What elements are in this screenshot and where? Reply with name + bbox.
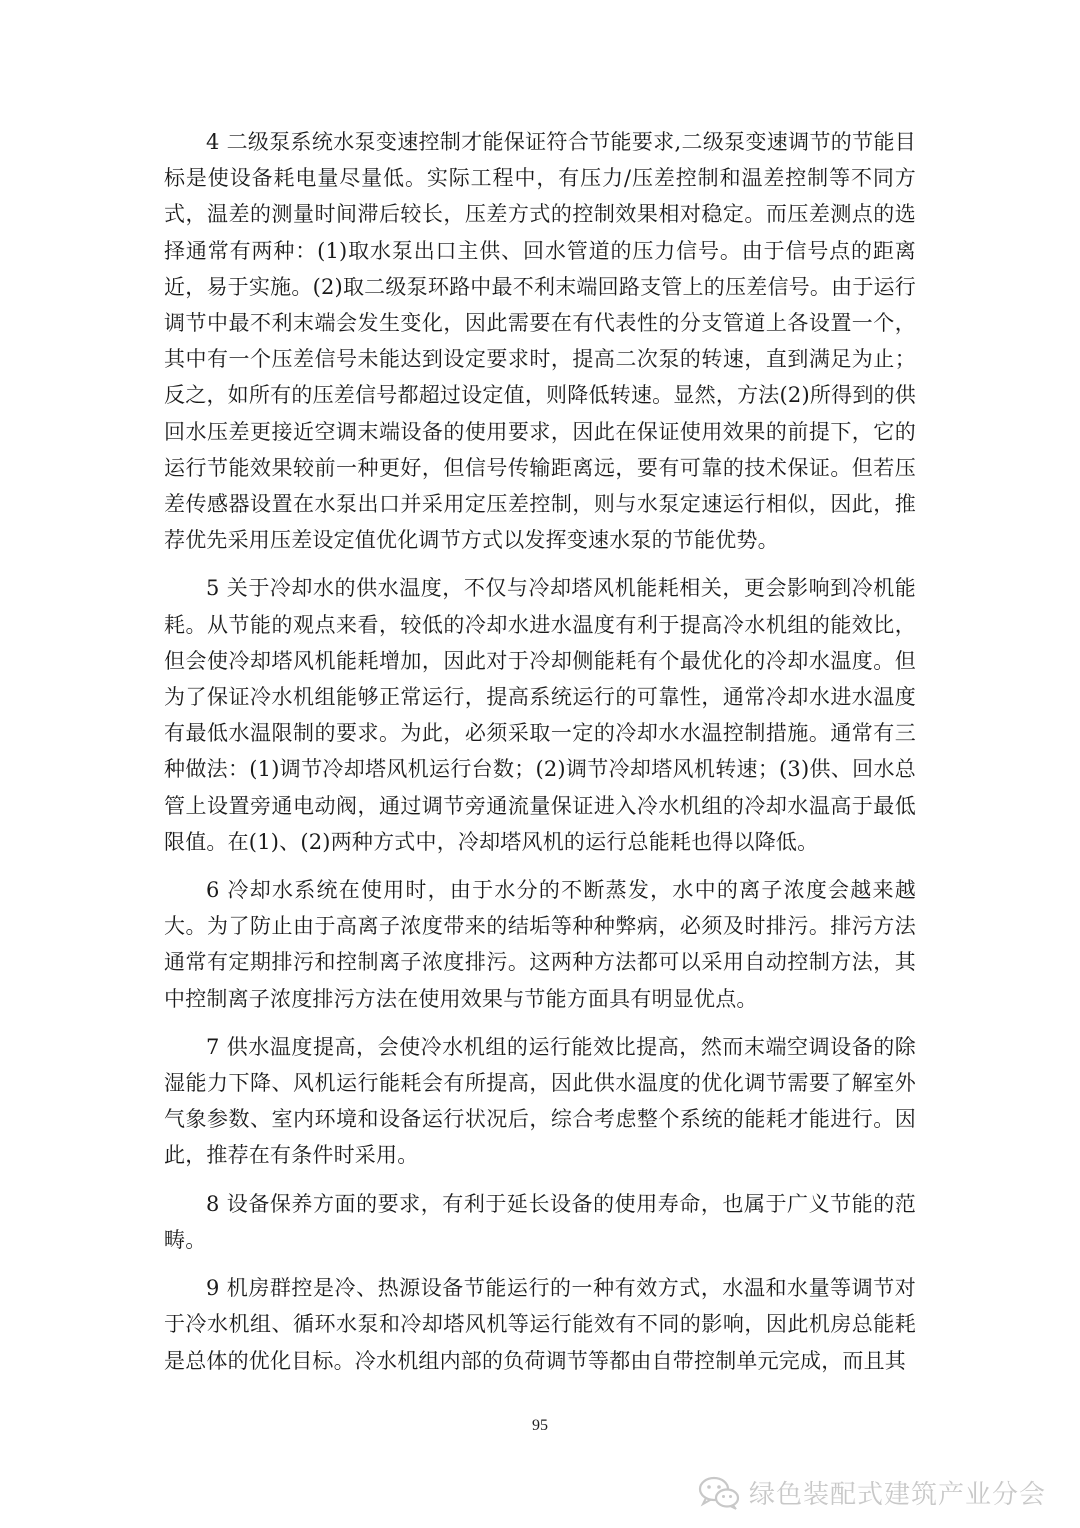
paragraph-item-6: 6 冷却水系统在使用时，由于水分的不断蒸发，水中的离子浓度会越来越大。为了防止由于高离子浓度带来的结垢等种种弊病，必须及时排污。排污方法通常有定期排污和控制离子浓度排污。这两种方法都可以采用自动控制方法，其中控制离子浓度排污方法在使用效果与节能方面具有明显优点。 bbox=[164, 878, 916, 1011]
paragraph-item-7: 7 供水温度提高，会使冷水机组的运行能效比提高，然而末端空调设备的除湿能力下降、风机运行能耗会有所提高，因此供水温度的优化调节需要了解室外气象参数、室内环境和设备运行状况后，综合考虑整个系统的能耗才能进行。因此，推荐在有条件时采用。 bbox=[164, 1034, 916, 1168]
watermark-text: 绿色装配式建筑产业分会 bbox=[748, 1480, 1046, 1510]
paragraph-item-8: 8 设备保养方面的要求，有利于延长设备的使用寿命，也属于广义节能的范畴。 bbox=[164, 1191, 916, 1252]
paragraph-item-9: 9 机房群控是冷、热源设备节能运行的一种有效方式，水温和水量等调节对于冷水机组、循环水泵和冷却塔风机等运行能效有不同的影响，因此机房总能耗是总体的优化目标。冷水机组内部的负荷调节等都由自带控制单元完成，而且其 bbox=[164, 1276, 916, 1373]
wechat-icon bbox=[697, 1475, 741, 1511]
watermark bbox=[697, 1474, 1046, 1511]
page-number: 95 bbox=[532, 1417, 548, 1434]
paragraph-item-5: 5 关于冷却水的供水温度，不仅与冷却塔风机能耗相关，更会影响到冷机能耗。从节能的观点来看，较低的冷却水进水温度有利于提高冷水机组的能效比，但会使冷却塔风机能耗增加，因此对于冷却侧能耗有个最优化的冷却水温度。但为了保证冷水机组能够正常运行，提高系统运行的可靠性，通常冷却水进水温度有最低水温限制的要求。为此，必须采取一定的冷却水水温控制措施。通常有三种做法：(1)调节冷却塔风机运行台数；(2)调节冷却塔风机转速；(3)供、回水总管上设置旁通电动阀，通过调节旁通流量保证进入冷水机组的冷却水温高于最低限值。在(1)、(2)两种方式中，冷却塔风机的运行总能耗也得以降低。 bbox=[164, 576, 916, 854]
paragraph-item-4: 4 二级泵系统水泵变速控制才能保证符合节能要求,二级泵变速调节的节能目标是使设备耗电量尽量低。实际工程中，有压力/压差控制和温差控制等不同方式，温差的测量时间滞后较长，压差方式的控制效果相对稳定。而压差测点的选择通常有两种：(1)取水泵出口主供、回水管道的压力信号。由于信号点的距离近，易于实施。(2)取二级泵环路中最不利末端回路支管上的压差信号。由于运行调节中最不利末端会发生变化，因此需要在有代表性的分支管道上各设置一个，其中有一个压差信号未能达到设定要求时，提高二次泵的转速，直到满足为止；反之，如所有的压差信号都超过设定值，则降低转速。显然，方法(2)所得到的供回水压差更接近空调末端设备的使用要求，因此在保证使用效果的前提下，它的运行节能效果较前一种更好，但信号传输距离远，要有可靠的技术保证。但若压差传感器设置在水泵出口并采用定压差控制，则与水泵定速运行相似，因此，推荐优先采用压差设定值优化调节方式以发挥变速水泵的节能优势。 bbox=[164, 130, 916, 553]
document-body bbox=[164, 124, 916, 1391]
